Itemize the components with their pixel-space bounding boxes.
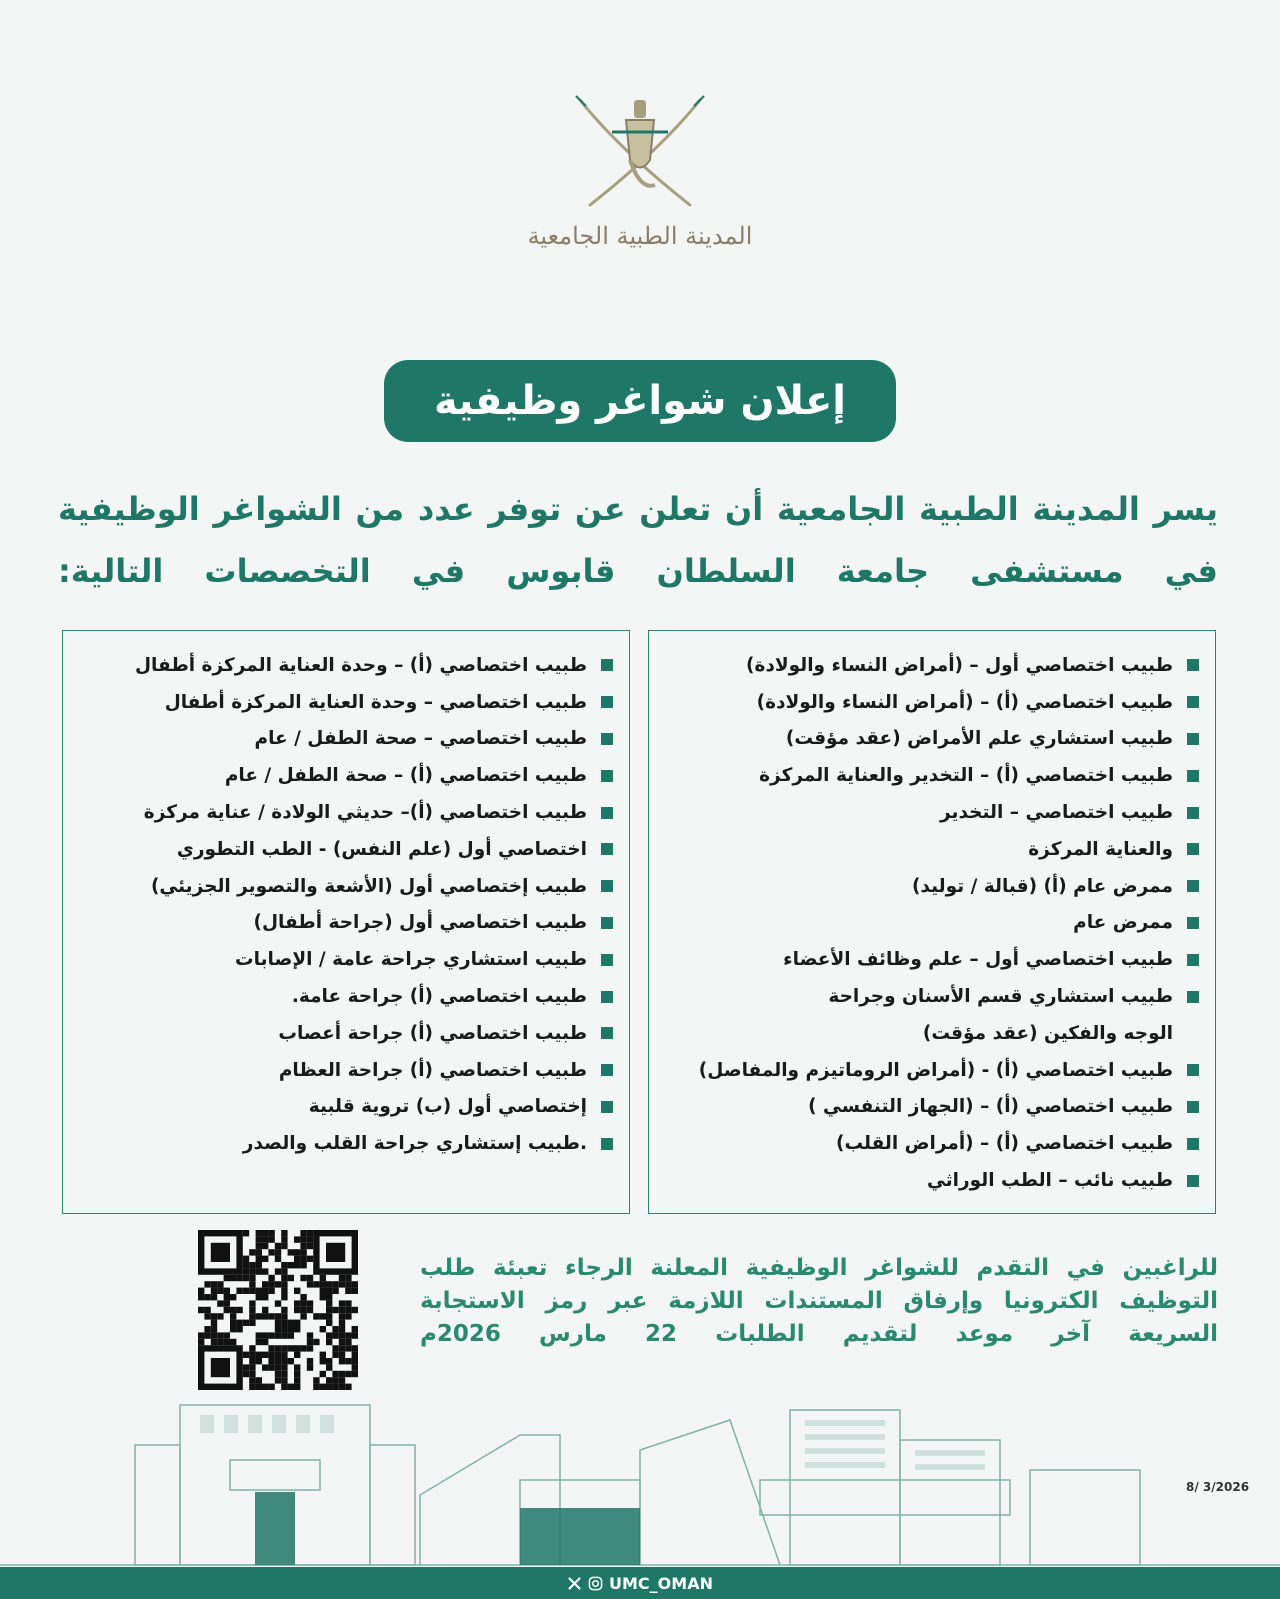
job-title: طبيب استشاري جراحة عامة / الإصابات [235,949,587,971]
bullet-square-icon [1187,733,1199,745]
job-title: طبيب اختصاصي أول – علم وظائف الأعضاء [783,949,1173,971]
job-title: طبيب اختصاصي (أ) جراحة عامة. [291,986,587,1008]
job-title: طبيب نائب – الطب الوراثي [927,1170,1173,1192]
job-item [75,684,613,721]
job-item [661,868,1199,905]
bullet-square-icon [1187,770,1199,782]
announcement-date: 8/ 3/2026 [1186,1480,1250,1494]
job-title: طبيب اختصاصي (أ) – التخدير والعناية المركزة [759,765,1173,787]
bullet-square-icon [601,954,613,966]
job-title: الوجه والفكين (عقد مؤقت) [922,1022,1173,1044]
announcement-title: إعلان شواغر وظيفية [384,360,896,442]
job-title: طبيب اختصاصي (أ) - (أمراض الروماتيزم والمفاصل) [698,1059,1173,1081]
job-title: والعناية المركزة [1028,838,1173,860]
bullet-square-icon [601,1064,613,1076]
job-item [661,684,1199,721]
job-item [75,1052,613,1089]
job-title: طبيب استشاري علم الأمراض (عقد مؤقت) [785,728,1173,750]
job-title: طبيب اختصاصي – وحدة العناية المركزة أطفال [164,691,587,713]
bullet-square-icon [601,1138,613,1150]
bullet-square-icon [601,880,613,892]
job-title: ممرض عام (أ) (قبالة / توليد) [911,875,1173,897]
job-list-right [648,630,1216,1214]
job-item [661,941,1199,978]
job-title: طبيب اختصاصي أول – (أمراض النساء والولادة) [746,654,1173,676]
job-item [75,831,613,868]
job-item [661,1052,1199,1089]
bullet-square-icon [1187,954,1199,966]
bullet-square-icon [1187,1101,1199,1113]
bullet-square-icon [601,917,613,929]
bullet-square-icon [601,1101,613,1113]
job-item [661,1125,1199,1162]
job-item [75,1089,613,1126]
bullet-square-icon [1187,1064,1199,1076]
job-item [661,1015,1199,1052]
job-title: طبيب اختصاصي (أ) – (الجهاز التنفسي ) [808,1096,1173,1118]
bullet-square-icon [1187,659,1199,671]
job-item [75,941,613,978]
apply-instructions: للراغبين في التقدم للشواغر الوظيفية المعلنة الرجاء تعبئة طلب التوظيف الكترونيا وإرفاق المستندات اللازمة عبر رمز الاستجابة السريعة آخر موعد لتقديم الطلبات 22 مارس 2026م [420,1255,1218,1347]
instagram-icon[interactable] [588,1576,603,1591]
job-title: طبيب استشاري قسم الأسنان وجراحة [828,986,1173,1008]
bullet-square-icon [601,733,613,745]
job-title: طبيب اختصاصي (أ) – صحة الطفل / عام [224,765,587,787]
job-item [661,794,1199,831]
job-title: طبيب اختصاصي (أ) – (أمراض النساء والولادة) [756,691,1173,713]
job-title: طبيب اختصاصي (أ) – وحدة العناية المركزة أطفال [135,654,587,676]
bullet-square-icon [1187,1027,1199,1039]
job-item [75,721,613,758]
organization-name: المدينة الطبية الجامعية [527,222,753,250]
intro-paragraph: يسر المدينة الطبية الجامعية أن تعلن عن توفر عدد من الشواغر الوظيفية في مستشفى جامعة السلطان قابوس في التخصصات التالية: [58,490,1218,590]
job-item [75,647,613,684]
job-title: .طبيب إستشاري جراحة القلب والصدر [242,1133,587,1155]
job-title: طبيب اختصاصي (أ)– حديثي الولادة / عناية مركزة [143,802,587,824]
job-title: اختصاصي أول (علم النفس) - الطب التطوري [176,838,587,860]
bullet-square-icon [1187,696,1199,708]
bullet-square-icon [601,807,613,819]
job-title: طبيب اختصاصي (أ) – (أمراض القلب) [836,1133,1173,1155]
bullet-square-icon [601,696,613,708]
job-item [661,905,1199,942]
bullet-square-icon [601,843,613,855]
job-item [661,1089,1199,1126]
social-handle[interactable]: UMC_OMAN [609,1573,713,1593]
bullet-square-icon [1187,807,1199,819]
job-item [661,978,1199,1015]
bullet-square-icon [601,770,613,782]
footer-bar [0,1567,1280,1599]
job-item [75,1125,613,1162]
bullet-square-icon [1187,1138,1199,1150]
job-title: طبيب اختصاصي (أ) جراحة أعصاب [278,1022,587,1044]
job-item [661,757,1199,794]
job-title: إختصاصي أول (ب) تروية قلبية [308,1096,587,1118]
job-item [75,905,613,942]
bullet-square-icon [601,991,613,1003]
x-icon[interactable] [567,1576,582,1591]
bullet-square-icon [1187,1175,1199,1187]
job-title: ممرض عام [1073,912,1173,934]
job-title: طبيب اختصاصي أول (جراحة أطفال) [253,912,587,934]
job-title: طبيب اختصاصي – التخدير [940,802,1173,824]
bullet-square-icon [1187,843,1199,855]
job-item [75,757,613,794]
job-item [661,1162,1199,1199]
hospital-buildings-illustration [0,1400,1280,1572]
bullet-square-icon [1187,917,1199,929]
bullet-square-icon [601,1027,613,1039]
job-list-left [62,630,630,1214]
qr-code-icon[interactable] [198,1230,358,1390]
job-item [75,1015,613,1052]
bullet-square-icon [1187,880,1199,892]
job-title: طبيب إختصاصي أول (الأشعة والتصوير الجزيئي) [150,875,587,897]
bullet-square-icon [1187,991,1199,1003]
job-item [661,831,1199,868]
job-item [661,647,1199,684]
job-item [75,794,613,831]
bullet-square-icon [601,659,613,671]
oman-khanjar-emblem-icon [560,90,720,215]
job-item [75,978,613,1015]
job-title: طبيب اختصاصي (أ) جراحة العظام [278,1059,587,1081]
job-item [661,721,1199,758]
job-item [75,868,613,905]
job-title: طبيب اختصاصي – صحة الطفل / عام [254,728,587,750]
